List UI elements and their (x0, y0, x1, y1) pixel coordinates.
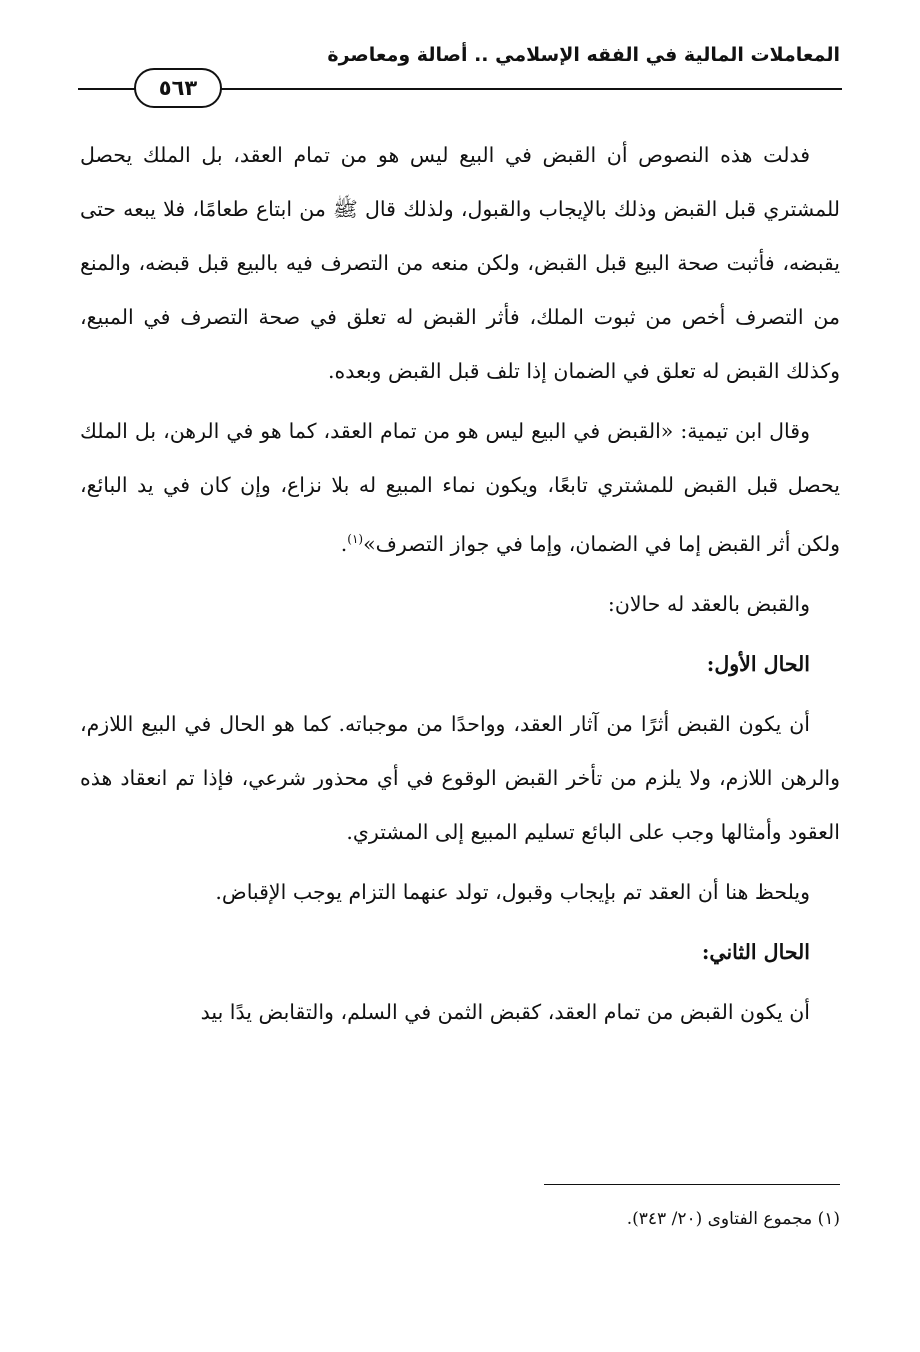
main-text (80, 128, 840, 1039)
footnote: (١) مجموع الفتاوى (٢٠/ ٣٤٣). (626, 1209, 840, 1229)
footnote-ref[interactable]: (١) (347, 532, 364, 546)
paragraph-2: وقال ابن تيمية: «القبض في البيع ليس هو من تمام العقد، كما هو في الرهن، بل الملك يحصل قبل القبض للمشتري تابعًا، ويكون نماء المبيع له بلا نزاع، وإن كان في يد البائع، ولكن أثر القبض إما في الضمان، وإما في جواز التصرف»$^{(١)}$. (80, 419, 840, 556)
ibn-taymiyya-quote: وقال ابن تيمية: «القبض في البيع ليس هو من تمام العقد، كما هو في الرهن، بل الملك يحصل قبل القبض للمشتري تابعًا، ويكون نماء المبيع له بلا نزاع، وإن كان في يد البائع، ولكن أثر القبض إما في الضمان، وإما في جواز التصرف» (80, 419, 840, 556)
paragraph-3: والقبض بالعقد له حالان: (607, 591, 810, 616)
paragraph-4: أن يكون القبض أثرًا من آثار العقد، وواحدًا من موجباته. كما هو الحال في البيع اللازم، والرهن اللازم، ولا يلزم من تأخر القبض الوقوع في أي محذور شرعي، فإذا تم انعقاد هذه العقود وأمثالها وجب على البائع تسليم المبيع إلى المشتري. (80, 711, 840, 844)
paragraph-5: ويلحظ هنا أن العقد تم بإيجاب وقبول، تولد عنهما التزام يوجب الإقباض. (215, 879, 810, 904)
book-title: المعاملات المالية في الفقه الإسلامي .. أصالة ومعاصرة (327, 44, 840, 66)
paragraph-1: فدلت هذه النصوص أن القبض في البيع ليس هو من تمام العقد، بل الملك يحصل للمشتري قبل القبض وذلك بالإيجاب والقبول، ولذلك قال ﷺ من ابتاع طعامًا، فلا يبعه حتى يقبضه، فأثبت صحة البيع قبل القبض، ولكن منعه من التصرف فيه بالبيع قبل قبضه، والمنع من التصرف أخص من ثبوت الملك، فأثر القبض له تعلق في صحة التصرف في المبيع، وكذلك القبض له تعلق في الضمان إذا تلف قبل القبض وبعده. (80, 143, 840, 383)
footnote-rule (544, 1184, 840, 1185)
page-number: ٥٦٣ (134, 68, 222, 108)
heading-first-case: الحال الأول: (706, 651, 810, 676)
paragraph-6: أن يكون القبض من تمام العقد، كقبض الثمن في السلم، والتقابض يدًا بيد (200, 999, 810, 1024)
heading-second-case: الحال الثاني: (701, 939, 810, 964)
